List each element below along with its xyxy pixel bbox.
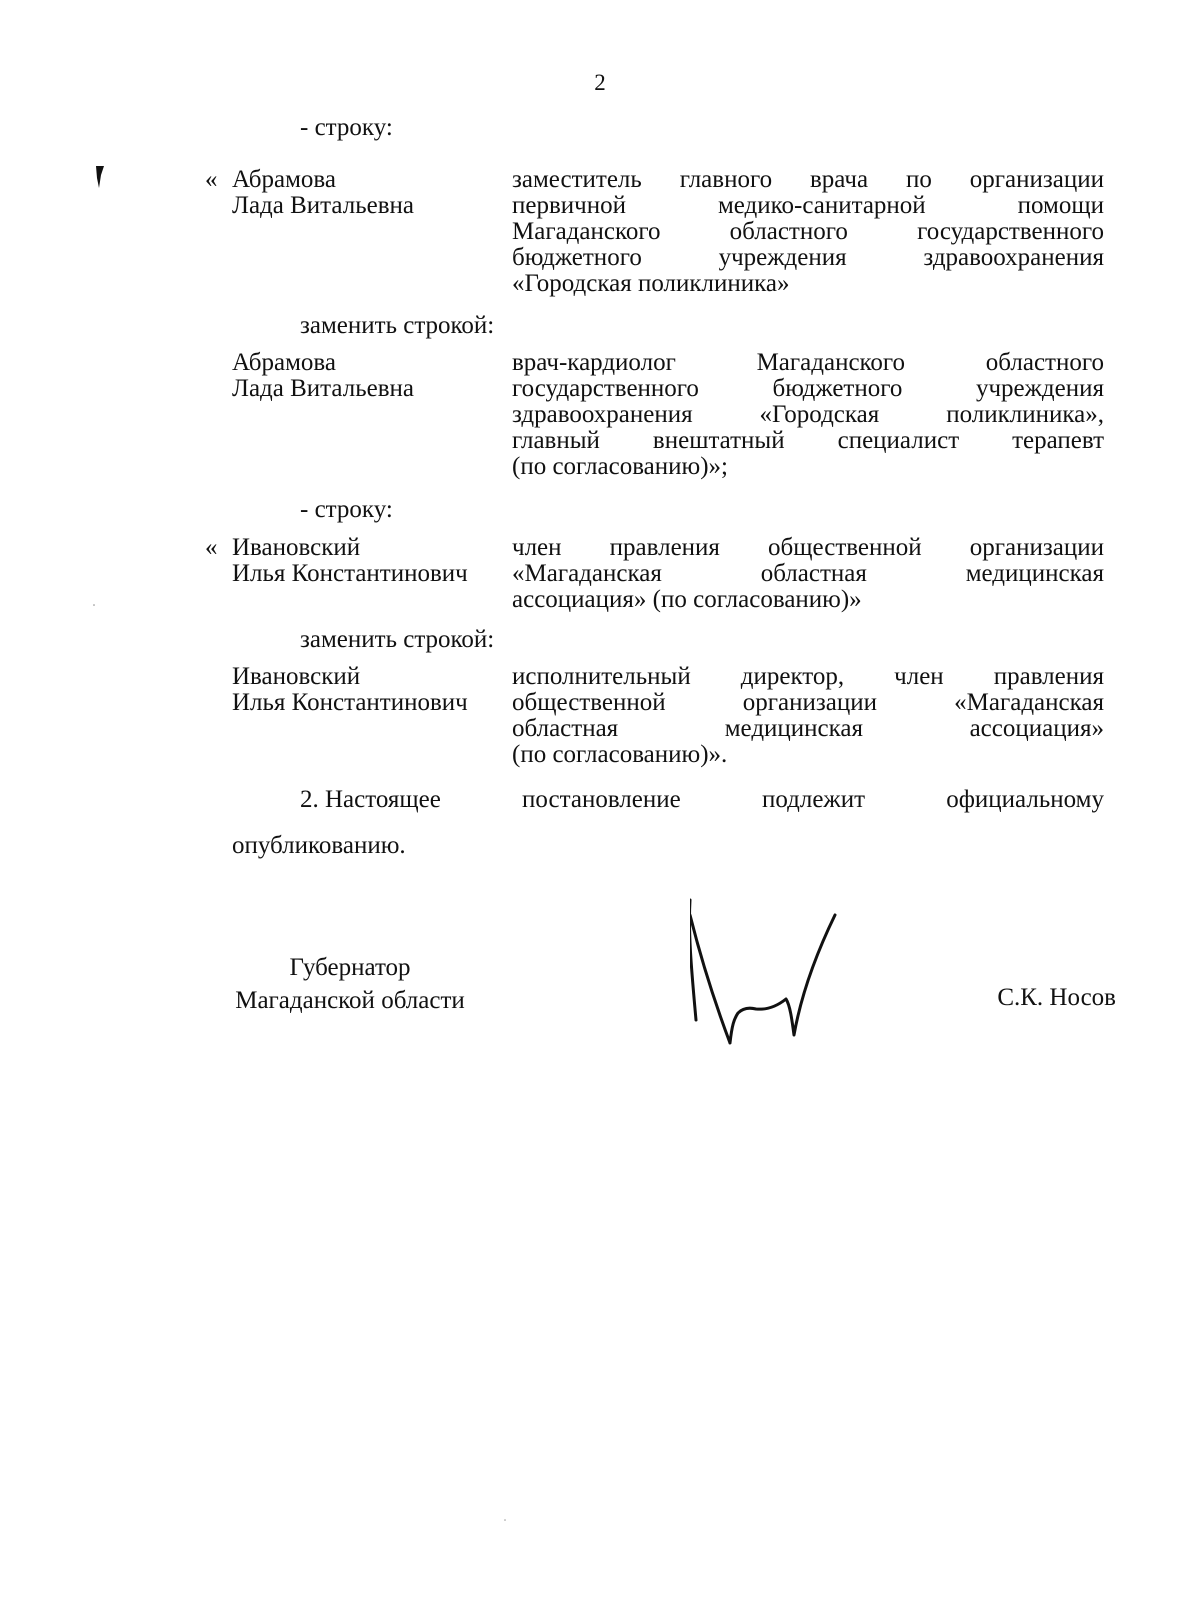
position-line: бюджетного учреждения здравоохранения [512,244,1104,271]
position-line: первичной медико-санитарной помощи [512,192,1104,219]
given-name: Илья Константинович [232,689,468,716]
signatory-title-line-2: Магаданской области [235,987,465,1014]
signatory-title-line-1: Губернатор [289,954,411,981]
position-line: (по согласованию)»; [512,453,728,480]
given-name: Лада Витальевна [232,192,414,219]
position-line: заместитель главного врача по организации [512,166,1104,193]
position-line: общественной организации «Магаданская [512,689,1104,716]
opening-quote: « [205,534,218,561]
position-line: Магаданского областного государственного [512,218,1104,245]
position-line: ассоциация» (по согласованию)» [512,586,862,613]
paragraph-word: 2. Настоящее [300,786,441,813]
instruction-label: - строку: [300,114,393,141]
surname: Абрамова [232,166,336,193]
given-name: Илья Константинович [232,560,468,587]
position-line: член правления общественной организации [512,534,1104,561]
paragraph-2-continuation: опубликованию. [232,832,406,859]
paragraph-word: подлежит [761,786,865,813]
position-line: «Магаданская областная медицинская [512,560,1104,587]
position-line: «Городская поликлиника» [512,270,790,297]
position-line: исполнительный директор, член правления [512,663,1104,690]
page-number: 2 [594,70,606,95]
opening-quote: « [205,166,218,193]
surname: Ивановский [232,663,361,690]
paragraph-word: официальному [946,786,1104,813]
position-line: областная медицинская ассоциация» [512,715,1104,742]
given-name: Лада Витальевна [232,375,414,402]
surname: Абрамова [232,349,336,376]
position-line: (по согласованию)». [512,741,728,768]
instruction-label: - строку: [300,496,393,523]
position-line: государственного бюджетного учреждения [512,375,1104,402]
instruction-label: заменить строкой: [300,312,495,339]
position-line: здравоохранения «Городская поликлиника», [512,401,1104,428]
surname: Ивановский [232,534,361,561]
instruction-label: заменить строкой: [300,626,495,653]
position-line: главный внештатный специалист терапевт [512,427,1104,454]
position-line: врач-кардиолог Магаданского областного [512,349,1104,376]
signatory-name: С.К. Носов [997,984,1116,1011]
paragraph-word: постановление [522,786,681,813]
